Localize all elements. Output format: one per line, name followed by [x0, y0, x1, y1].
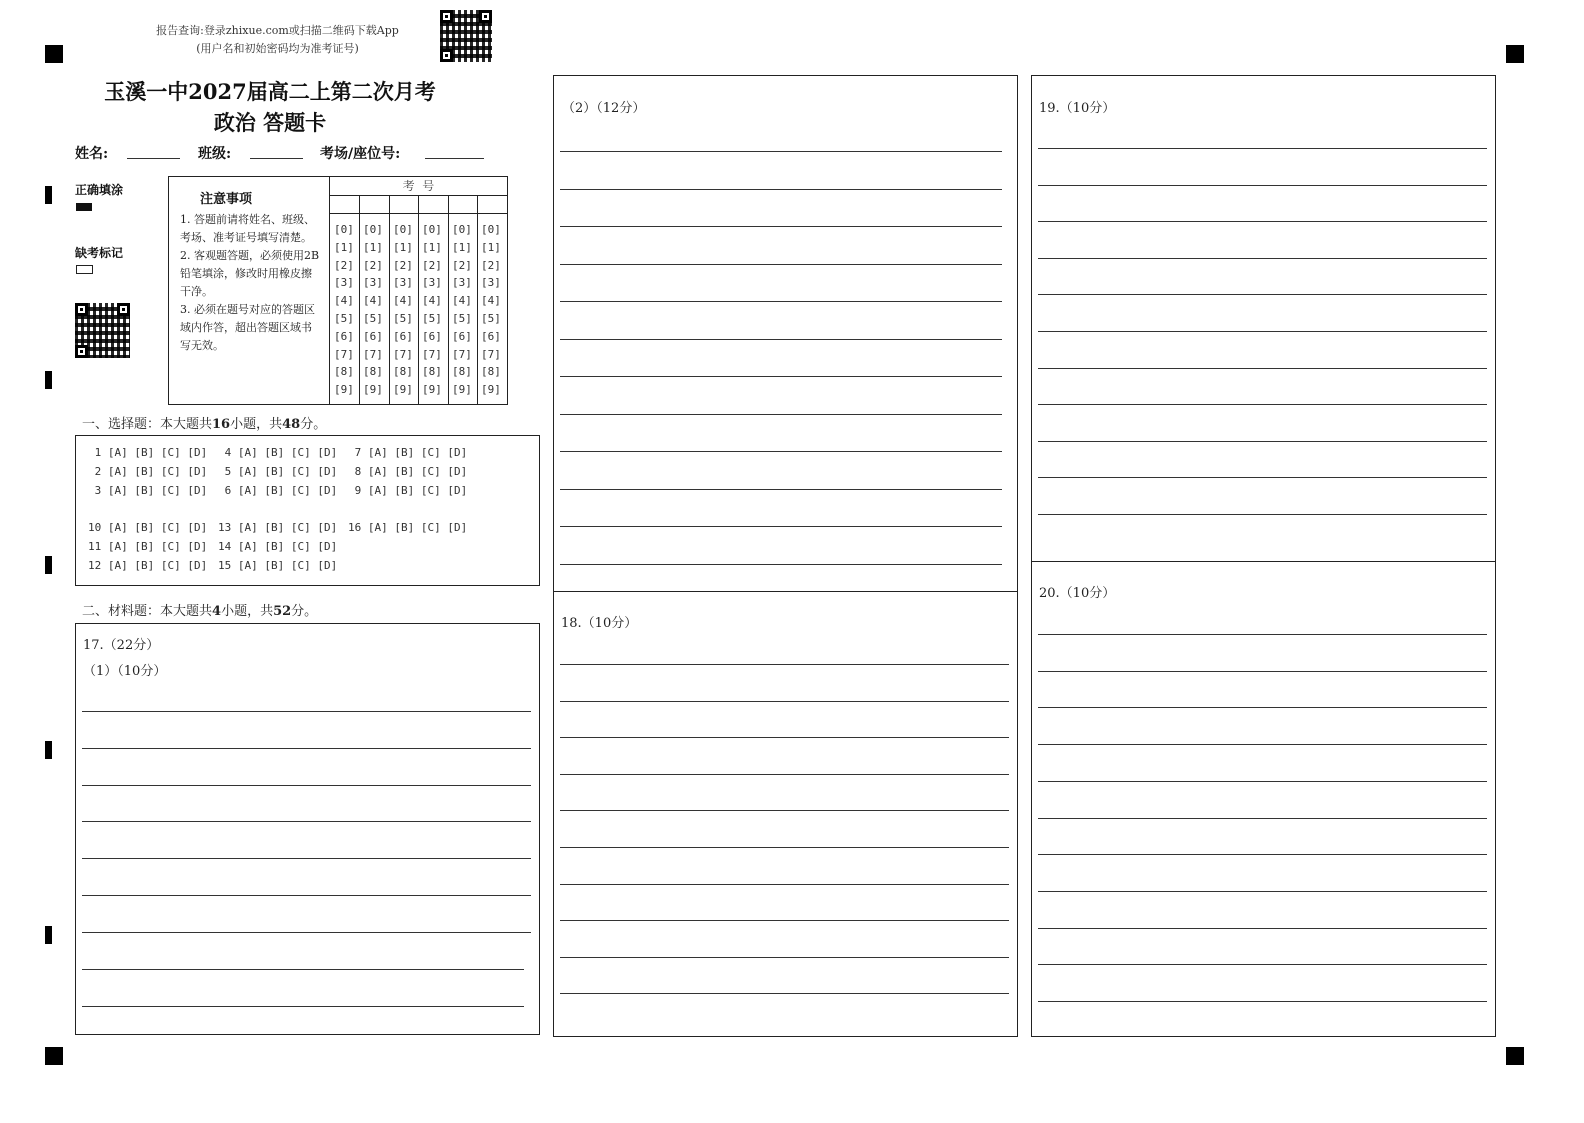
exam-number-bubble[interactable]: [7]: [422, 347, 442, 361]
exam-number-bubble[interactable]: [0]: [393, 223, 413, 236]
q19-answer-line[interactable]: [1038, 185, 1487, 186]
report-query-text: [140, 22, 415, 56]
exam-number-bubble[interactable]: [1]: [393, 240, 413, 254]
q18-answer-line[interactable]: [560, 920, 1009, 921]
q19-label: 19.（10分）: [1039, 101, 1116, 116]
q20-answer-line[interactable]: [1038, 671, 1487, 672]
exam-number-bubble[interactable]: [8]: [393, 365, 413, 379]
choice-question-16[interactable]: 16 [A] [B] [C] [D]: [348, 521, 468, 534]
q18-answer-line[interactable]: [560, 774, 1009, 775]
exam-number-bubble[interactable]: [0]: [452, 223, 472, 236]
q17-part2-answer-line[interactable]: [560, 339, 1002, 340]
name-field[interactable]: [127, 158, 180, 159]
notice-item: 2. 客观题答题，必须使用2B铅笔填涂，修改时用橡皮擦干净。: [180, 249, 320, 298]
choice-question-7[interactable]: 7 [A] [B] [C] [D]: [348, 446, 468, 459]
q17-part2-answer-line[interactable]: [560, 451, 1002, 452]
exam-number-bubble[interactable]: [8]: [481, 365, 501, 379]
exam-number-bubble[interactable]: [7]: [481, 347, 501, 361]
side-mark: [45, 741, 52, 759]
q19-answer-line[interactable]: [1038, 441, 1487, 442]
exam-number-bubble[interactable]: [4]: [334, 294, 354, 308]
section1-heading: [82, 413, 326, 432]
exam-number-bubble[interactable]: [8]: [363, 365, 383, 379]
q20-answer-line[interactable]: [1038, 964, 1487, 965]
absent-mark-label: 缺考标记: [75, 246, 124, 260]
side-mark: [45, 371, 52, 389]
exam-number-bubble[interactable]: [9]: [422, 383, 442, 397]
exam-number-bubble[interactable]: [2]: [481, 258, 501, 272]
q19-answer-line[interactable]: [1038, 148, 1487, 149]
exam-number-bubble[interactable]: [1]: [422, 240, 442, 254]
q17-part2-answer-line[interactable]: [560, 301, 1002, 302]
section1-count: 16: [212, 417, 231, 432]
exam-number-bubble[interactable]: [2]: [422, 258, 442, 272]
q20-answer-line[interactable]: [1038, 781, 1487, 782]
q19-answer-line[interactable]: [1038, 294, 1487, 295]
exam-number-bubble[interactable]: [8]: [422, 365, 442, 379]
exam-number-bubble[interactable]: [7]: [334, 347, 354, 361]
q18-answer-line[interactable]: [560, 737, 1009, 738]
q17-part2-answer-line[interactable]: [560, 564, 1002, 565]
correct-fill-label: 正确填涂: [75, 183, 124, 197]
exam-number-bubble[interactable]: [9]: [452, 383, 472, 397]
exam-number-bubble[interactable]: [4]: [422, 294, 442, 308]
section1-suffix: 分。: [300, 417, 327, 432]
q17-part1-label: （1）（10分）: [83, 664, 167, 679]
choice-question-15[interactable]: 15 [A] [B] [C] [D]: [218, 559, 338, 572]
choice-question-2[interactable]: 2 [A] [B] [C] [D]: [88, 465, 208, 478]
q18-answer-line[interactable]: [560, 957, 1009, 958]
corner-mark-top-left: [45, 45, 63, 63]
room-seat-field[interactable]: [425, 158, 484, 159]
q18-answer-line[interactable]: [560, 993, 1009, 994]
q17-part2-answer-line[interactable]: [560, 264, 1002, 265]
exam-number-bubble[interactable]: [6]: [452, 329, 472, 343]
q17-label: 17.（22分）: [83, 638, 160, 653]
q17-part2-answer-line[interactable]: [560, 151, 1002, 152]
q20-answer-line[interactable]: [1038, 707, 1487, 708]
q17-part1-answer-line[interactable]: [82, 821, 531, 822]
q17-part1-answer-line[interactable]: [82, 932, 531, 933]
exam-number-bubble[interactable]: [9]: [481, 383, 501, 397]
q17-part2-answer-line[interactable]: [560, 489, 1002, 490]
section1-mid: 小题，共: [230, 417, 283, 432]
exam-number-bubble[interactable]: [4]: [393, 294, 413, 308]
q20-answer-line[interactable]: [1038, 744, 1487, 745]
corner-mark-top-right: [1506, 45, 1524, 63]
q18-answer-line[interactable]: [560, 810, 1009, 811]
report-query-line2: (用户名和初始密码均为准考证号): [196, 42, 359, 55]
q18-label: 18.（10分）: [561, 616, 638, 631]
exam-number-bubble[interactable]: [3]: [363, 276, 383, 290]
q17-part1-answer-line[interactable]: [82, 858, 531, 859]
section1-score: 48: [282, 417, 301, 432]
exam-number-bubble[interactable]: [0]: [481, 223, 501, 236]
class-field[interactable]: [250, 158, 303, 159]
choice-question-10[interactable]: 10 [A] [B] [C] [D]: [88, 521, 208, 534]
exam-number-bubble[interactable]: [2]: [363, 258, 383, 272]
report-query-line1: 报告查询:登录zhixue.com或扫描二维码下载App: [156, 24, 399, 37]
correct-fill-sample: [76, 203, 92, 211]
q20-answer-line[interactable]: [1038, 818, 1487, 819]
q20-answer-line[interactable]: [1038, 854, 1487, 855]
q17-part2-answer-line[interactable]: [560, 189, 1002, 190]
q19-answer-line[interactable]: [1038, 368, 1487, 369]
notice-list: [180, 211, 320, 355]
exam-number-column-divider: [418, 195, 419, 405]
exam-number-bubble[interactable]: [6]: [393, 329, 413, 343]
choice-question-14[interactable]: 14 [A] [B] [C] [D]: [218, 540, 338, 553]
exam-number-bubble[interactable]: [7]: [363, 347, 383, 361]
exam-number-bubble[interactable]: [5]: [481, 312, 501, 325]
q17-part1-answer-line[interactable]: [82, 785, 531, 786]
section2-count: 4: [212, 604, 222, 619]
qr-code-icon: [75, 303, 130, 358]
section2-mid: 小题，共: [221, 604, 274, 619]
exam-number-bubble[interactable]: [2]: [334, 258, 354, 272]
q20-answer-line[interactable]: [1038, 891, 1487, 892]
exam-number-bubble[interactable]: [3]: [481, 276, 501, 290]
q17-part2-answer-box: [553, 75, 1018, 592]
exam-number-bubble[interactable]: [0]: [363, 223, 383, 236]
exam-number-bubble[interactable]: [6]: [481, 329, 501, 343]
side-mark: [45, 186, 52, 204]
choice-question-13[interactable]: 13 [A] [B] [C] [D]: [218, 521, 338, 534]
qr-code-icon: [440, 10, 492, 62]
exam-number-bubble[interactable]: [6]: [334, 329, 354, 343]
section2-score: 52: [273, 604, 292, 619]
absent-mark-box[interactable]: [76, 265, 93, 274]
q19-answer-line[interactable]: [1038, 514, 1487, 515]
choice-question-5[interactable]: 5 [A] [B] [C] [D]: [218, 465, 338, 478]
exam-number-column-divider: [389, 195, 390, 405]
exam-number-bubble[interactable]: [3]: [452, 276, 472, 290]
exam-number-bubble[interactable]: [9]: [363, 383, 383, 397]
exam-number-bubble[interactable]: [1]: [452, 240, 472, 254]
q17-part2-answer-line[interactable]: [560, 414, 1002, 415]
q20-answer-line[interactable]: [1038, 634, 1487, 635]
name-label: 姓名:: [75, 146, 109, 162]
choice-question-3[interactable]: 3 [A] [B] [C] [D]: [88, 484, 208, 497]
q20-answer-line[interactable]: [1038, 1001, 1487, 1002]
q17-part2-label: （2）（12分）: [562, 101, 646, 116]
exam-number-bubble[interactable]: [9]: [334, 383, 354, 397]
exam-number-bubble[interactable]: [3]: [422, 276, 442, 290]
room-seat-label: 考场/座位号:: [320, 146, 401, 162]
q19-answer-line[interactable]: [1038, 331, 1487, 332]
choice-question-12[interactable]: 12 [A] [B] [C] [D]: [88, 559, 208, 572]
q17-part1-answer-box: [75, 623, 540, 1035]
choice-question-6[interactable]: 6 [A] [B] [C] [D]: [218, 484, 338, 497]
choice-question-9[interactable]: 9 [A] [B] [C] [D]: [348, 484, 468, 497]
exam-title-line2: 政治 答题卡: [213, 110, 327, 135]
exam-number-bubble[interactable]: [1]: [334, 240, 354, 254]
exam-number-column-divider: [359, 195, 360, 405]
exam-number-write-cell[interactable]: [330, 195, 359, 213]
exam-number-bubble[interactable]: [1]: [363, 240, 383, 254]
q19-answer-line[interactable]: [1038, 404, 1487, 405]
exam-number-column-divider: [477, 195, 478, 405]
exam-title-line1: 玉溪一中2027届高二上第二次月考: [104, 79, 436, 104]
exam-number-bubble[interactable]: [9]: [393, 383, 413, 397]
section2-prefix: 二、材料题：本大题共: [82, 604, 213, 619]
q18-answer-box: [553, 591, 1018, 1037]
q17-part2-answer-line[interactable]: [560, 226, 1002, 227]
q19-answer-line[interactable]: [1038, 477, 1487, 478]
q20-answer-line[interactable]: [1038, 928, 1487, 929]
q17-part1-answer-line[interactable]: [82, 1006, 524, 1007]
q18-answer-line[interactable]: [560, 701, 1009, 702]
exam-number-bubble[interactable]: [6]: [422, 329, 442, 343]
notice-item: 3. 必须在题号对应的答题区域内作答，超出答题区域书写无效。: [180, 303, 315, 352]
exam-number-write-cell[interactable]: [477, 195, 506, 213]
corner-mark-bottom-right: [1506, 1047, 1524, 1065]
notice-item: 1. 答题前请将姓名、班级、考场、准考证号填写清楚。: [180, 213, 315, 244]
exam-number-bubble[interactable]: [7]: [393, 347, 413, 361]
q17-part1-answer-line[interactable]: [82, 895, 531, 896]
q17-part1-answer-line[interactable]: [82, 711, 531, 712]
exam-number-bubble[interactable]: [4]: [363, 294, 383, 308]
exam-number-write-cell[interactable]: [418, 195, 447, 213]
exam-number-header: 考 号: [402, 179, 435, 193]
exam-number-bubble[interactable]: [3]: [393, 276, 413, 290]
exam-number-bubble[interactable]: [4]: [452, 294, 472, 308]
exam-number-bubble[interactable]: [0]: [422, 223, 442, 236]
q18-answer-line[interactable]: [560, 884, 1009, 885]
q17-part2-answer-line[interactable]: [560, 526, 1002, 527]
notice-title: 注意事项: [200, 192, 253, 207]
exam-number-bubble[interactable]: [8]: [334, 365, 354, 379]
q18-answer-line[interactable]: [560, 847, 1009, 848]
corner-mark-bottom-left: [45, 1047, 63, 1065]
choice-question-4[interactable]: 4 [A] [B] [C] [D]: [218, 446, 338, 459]
choice-question-11[interactable]: 11 [A] [B] [C] [D]: [88, 540, 208, 553]
q17-part2-answer-line[interactable]: [560, 376, 1002, 377]
class-label: 班级:: [198, 146, 232, 162]
q17-part1-answer-line[interactable]: [82, 748, 531, 749]
section1-prefix: 一、选择题：本大题共: [82, 417, 213, 432]
exam-title: [80, 76, 460, 137]
exam-number-bubble[interactable]: [5]: [393, 312, 413, 325]
exam-number-bubble[interactable]: [5]: [452, 312, 472, 325]
exam-number-write-cell[interactable]: [448, 195, 477, 213]
exam-number-bubble[interactable]: [4]: [481, 294, 501, 308]
exam-number-bubble[interactable]: [0]: [334, 223, 354, 236]
exam-number-bubble[interactable]: [8]: [452, 365, 472, 379]
exam-number-bubble[interactable]: [2]: [393, 258, 413, 272]
side-mark: [45, 926, 52, 944]
exam-number-bubble[interactable]: [1]: [481, 240, 501, 254]
exam-number-bubble[interactable]: [6]: [363, 329, 383, 343]
q19-answer-line[interactable]: [1038, 221, 1487, 222]
exam-number-bubble[interactable]: [5]: [363, 312, 383, 325]
section2-heading: [82, 600, 317, 619]
choice-question-8[interactable]: 8 [A] [B] [C] [D]: [348, 465, 468, 478]
exam-number-bubble[interactable]: [3]: [334, 276, 354, 290]
exam-number-write-cell[interactable]: [359, 195, 388, 213]
q19-answer-line[interactable]: [1038, 258, 1487, 259]
choice-question-1[interactable]: 1 [A] [B] [C] [D]: [88, 446, 208, 459]
exam-number-bubble[interactable]: [5]: [422, 312, 442, 325]
side-mark: [45, 556, 52, 574]
exam-number-bubble[interactable]: [7]: [452, 347, 472, 361]
q17-part1-answer-line[interactable]: [82, 969, 524, 970]
exam-number-bubble[interactable]: [2]: [452, 258, 472, 272]
exam-number-write-cell[interactable]: [389, 195, 418, 213]
q18-answer-line[interactable]: [560, 664, 1009, 665]
section2-suffix: 分。: [291, 604, 318, 619]
q20-answer-box: [1031, 561, 1496, 1037]
exam-number-bubble[interactable]: [5]: [334, 312, 354, 325]
exam-number-column-divider: [448, 195, 449, 405]
q20-label: 20.（10分）: [1039, 586, 1116, 601]
